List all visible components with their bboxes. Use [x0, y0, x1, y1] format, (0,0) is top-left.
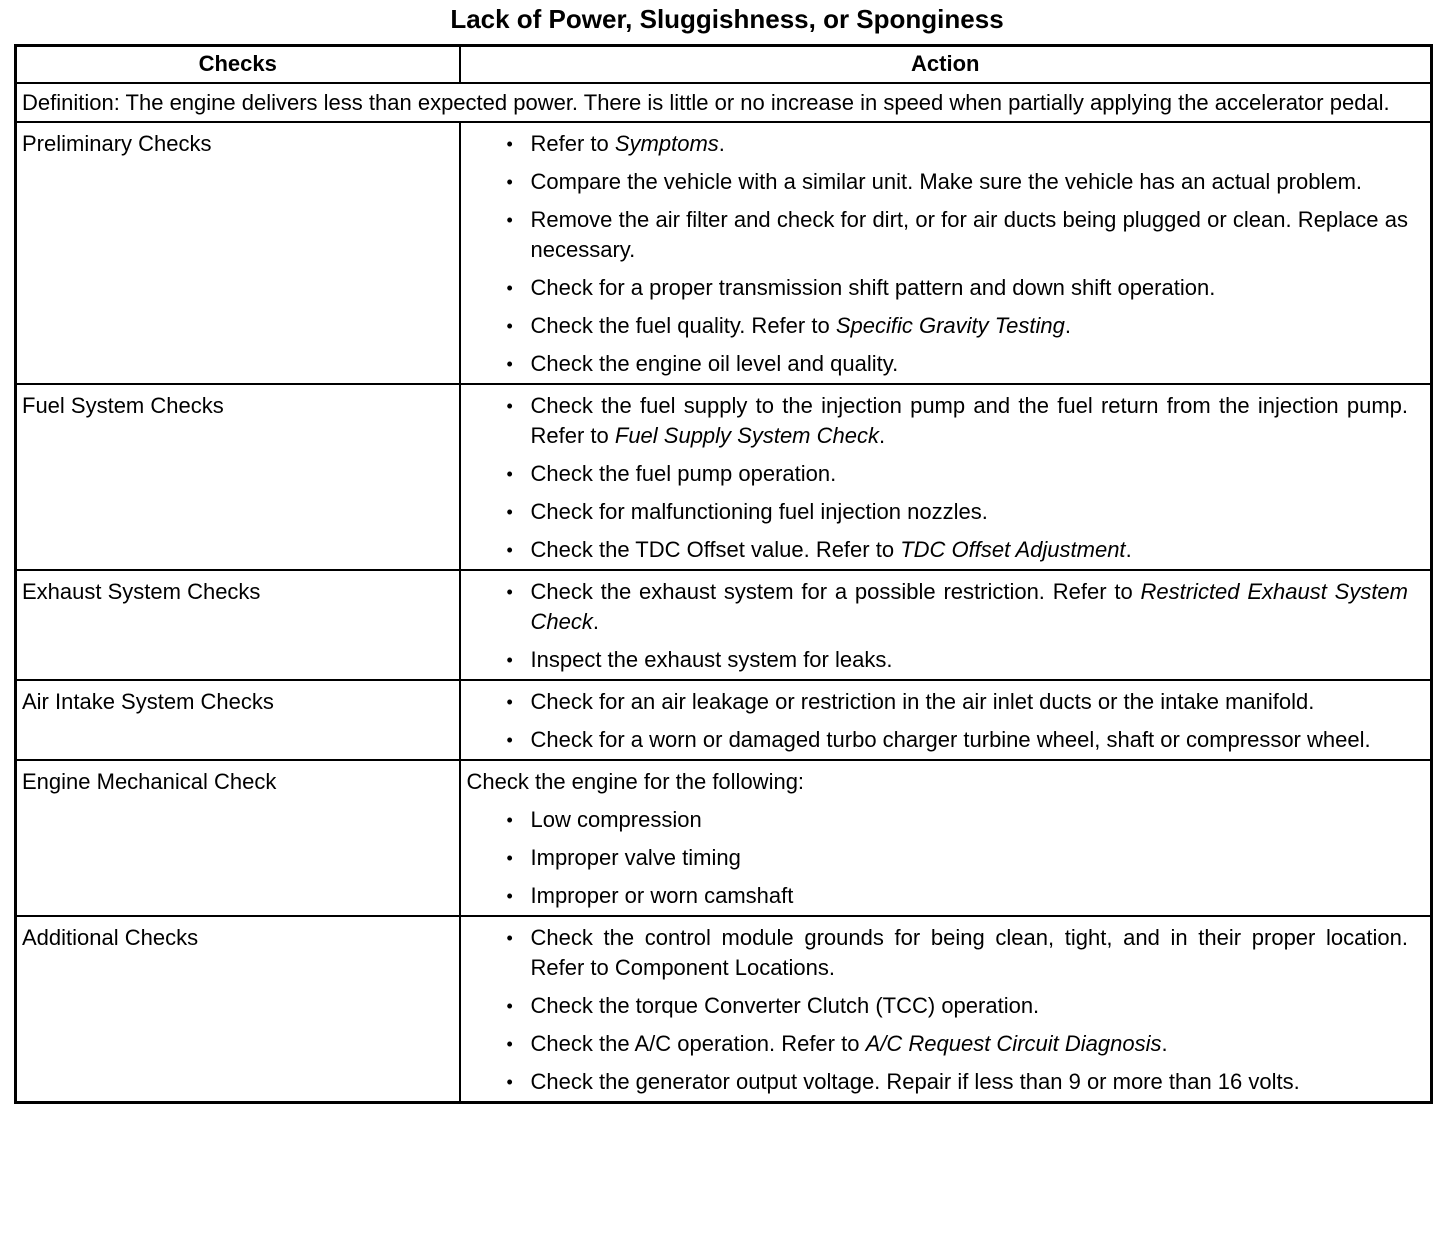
action-list	[467, 687, 1409, 755]
action-text-tail: .	[592, 609, 599, 634]
table-header-row	[16, 46, 1432, 84]
check-name: Engine Mechanical Check	[16, 760, 460, 916]
bullet-icon: •	[506, 278, 513, 298]
action-text: Inspect the exhaust system for leaks.	[530, 647, 893, 672]
bullet-icon: •	[506, 316, 513, 336]
action-text-tail: .	[1064, 313, 1071, 338]
action-text: Check the fuel quality. Refer to	[530, 313, 836, 338]
table-row	[16, 122, 1432, 384]
action-text: Check for malfunctioning fuel injection nozzles.	[530, 499, 988, 524]
action-item	[467, 923, 1409, 983]
bullet-icon: •	[506, 354, 513, 374]
action-item	[467, 805, 1409, 835]
action-item	[467, 459, 1409, 489]
bullet-icon: •	[506, 582, 513, 602]
bullet-icon: •	[506, 464, 513, 484]
reference-link: Restricted Exhaust System Check	[530, 579, 1408, 634]
action-text: Check the A/C operation. Refer to	[530, 1031, 866, 1056]
action-cell	[460, 680, 1432, 760]
action-list	[467, 129, 1409, 379]
bullet-icon: •	[506, 810, 513, 830]
action-text: Refer to	[530, 131, 615, 156]
bullet-icon: •	[506, 1072, 513, 1092]
action-item	[467, 1067, 1409, 1097]
action-item	[467, 349, 1409, 379]
check-name: Fuel System Checks	[16, 384, 460, 570]
action-text: Check for an air leakage or restriction in the air inlet ducts or the intake manifold.	[530, 689, 1315, 714]
bullet-icon: •	[506, 650, 513, 670]
bullet-icon: •	[506, 210, 513, 230]
bullet-icon: •	[506, 1034, 513, 1054]
action-item	[467, 881, 1409, 911]
bullet-icon: •	[506, 396, 513, 416]
column-header-checks: Checks	[16, 46, 460, 84]
action-item	[467, 991, 1409, 1021]
reference-link: Fuel Supply System Check	[614, 423, 879, 448]
check-name: Air Intake System Checks	[16, 680, 460, 760]
bullet-icon: •	[506, 540, 513, 560]
action-cell	[460, 760, 1432, 916]
action-text: Check for a worn or damaged turbo charger turbine wheel, shaft or compressor wheel.	[530, 727, 1371, 752]
action-cell	[460, 570, 1432, 680]
bullet-icon: •	[506, 502, 513, 522]
action-text-tail: .	[718, 131, 725, 156]
action-text: Improper or worn camshaft	[530, 883, 794, 908]
table-row	[16, 384, 1432, 570]
action-item	[467, 497, 1409, 527]
action-text: Check the torque Converter Clutch (TCC) operation.	[530, 993, 1040, 1018]
table-row	[16, 760, 1432, 916]
reference-link: Specific Gravity Testing	[835, 313, 1065, 338]
action-list	[467, 805, 1409, 911]
column-header-action: Action	[460, 46, 1432, 84]
action-item	[467, 1029, 1409, 1059]
diagnostic-table	[14, 44, 1433, 1104]
table-row	[16, 916, 1432, 1103]
bullet-icon: •	[506, 730, 513, 750]
bullet-icon: •	[506, 172, 513, 192]
reference-link: Symptoms	[614, 131, 719, 156]
action-item	[467, 843, 1409, 873]
check-name: Exhaust System Checks	[16, 570, 460, 680]
action-item	[467, 687, 1409, 717]
definition-row	[16, 83, 1432, 122]
check-name: Preliminary Checks	[16, 122, 460, 384]
action-cell	[460, 916, 1432, 1103]
action-item	[467, 205, 1409, 265]
reference-link: A/C Request Circuit Diagnosis	[865, 1031, 1162, 1056]
bullet-icon: •	[506, 692, 513, 712]
action-text: Check for a proper transmission shift pattern and down shift operation.	[530, 275, 1216, 300]
action-item	[467, 535, 1409, 565]
action-item	[467, 391, 1409, 451]
definition-text: Definition: The engine delivers less than expected power. There is little or no increase in speed when partially applying the accelerator pedal.	[16, 83, 1432, 122]
action-item	[467, 725, 1409, 755]
action-item	[467, 129, 1409, 159]
table-row	[16, 570, 1432, 680]
reference-link: TDC Offset Adjustment	[900, 537, 1126, 562]
action-text: Improper valve timing	[530, 845, 741, 870]
action-text: Check the fuel supply to the injection pump and the fuel return from the injection pump. Refer to	[530, 393, 1408, 448]
action-intro: Check the engine for the following:	[466, 769, 805, 794]
action-item	[467, 311, 1409, 341]
action-text: Check the fuel pump operation.	[530, 461, 837, 486]
action-item	[467, 577, 1409, 637]
bullet-icon: •	[506, 886, 513, 906]
action-item	[467, 273, 1409, 303]
action-list	[467, 923, 1409, 1097]
action-text-tail: .	[1125, 537, 1132, 562]
action-text-tail: .	[1161, 1031, 1168, 1056]
page-title: Lack of Power, Sluggishness, or Sponginess	[450, 4, 1004, 34]
action-text: Compare the vehicle with a similar unit. Make sure the vehicle has an actual problem.	[530, 169, 1363, 194]
action-text: Check the control module grounds for being clean, tight, and in their proper location. Refer to Component Locations.	[530, 925, 1408, 980]
check-name: Additional Checks	[16, 916, 460, 1103]
action-text: Check the generator output voltage. Repair if less than 9 or more than 16 volts.	[530, 1069, 1300, 1094]
action-list	[467, 391, 1409, 565]
table-row	[16, 680, 1432, 760]
action-text: Remove the air filter and check for dirt, or for air ducts being plugged or clean. Replace as necessary.	[530, 207, 1408, 262]
action-text-tail: .	[878, 423, 886, 448]
action-text: Check the engine oil level and quality.	[530, 351, 899, 376]
bullet-icon: •	[506, 848, 513, 868]
bullet-icon: •	[506, 134, 513, 154]
action-list	[467, 577, 1409, 675]
action-item	[467, 167, 1409, 197]
action-cell	[460, 122, 1432, 384]
bullet-icon: •	[506, 996, 513, 1016]
action-item	[467, 645, 1409, 675]
document	[14, 0, 1430, 1104]
bullet-icon: •	[506, 928, 513, 948]
action-text: Low compression	[530, 807, 702, 832]
action-text: Check the exhaust system for a possible restriction. Refer to	[530, 579, 1141, 604]
action-text: Check the TDC Offset value. Refer to	[530, 537, 901, 562]
action-cell	[460, 384, 1432, 570]
